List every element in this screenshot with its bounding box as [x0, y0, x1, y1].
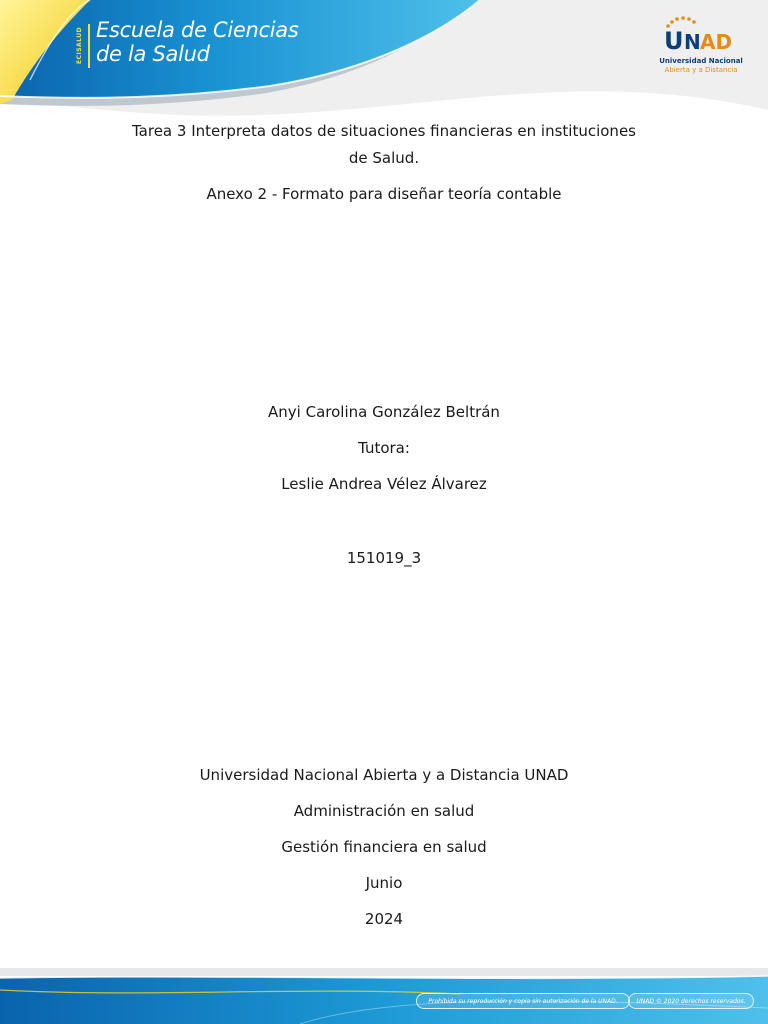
month: Junio: [365, 874, 403, 892]
author-name: Anyi Carolina González Beltrán: [268, 403, 500, 421]
document-title-line2: de Salud.: [348, 149, 420, 167]
footer-copyright: UNAD © 2020 derechos reservados.: [628, 993, 754, 1009]
school-title-line1: Escuela de Ciencias: [96, 18, 299, 42]
ecisalud-tag: ECISALUD: [76, 26, 83, 64]
unad-logo-mark: [660, 16, 740, 56]
school-divider: [88, 24, 90, 68]
tutor-label: Tutora:: [358, 439, 410, 457]
university-name: Universidad Nacional Abierta y a Distancia UNAD: [199, 766, 569, 784]
unad-logo: [656, 16, 746, 78]
course-name: Gestión financiera en salud: [281, 838, 487, 856]
program-name: Administración en salud: [293, 802, 475, 820]
footer-notice: Prohibida su reproducción y copia sin autorización de la UNAD.: [416, 993, 630, 1009]
tutor-name: Leslie Andrea Vélez Álvarez: [281, 475, 487, 493]
year: 2024: [364, 910, 404, 928]
document-subtitle: Anexo 2 - Formato para diseñar teoría contable: [206, 185, 562, 203]
unad-wordmark-ad: AD: [700, 30, 733, 54]
group-number: 151019_3: [346, 549, 422, 567]
logo-subtitle-line1: Universidad Nacional: [659, 57, 743, 65]
document-title-line1: Tarea 3 Interpreta datos de situaciones financieras en instituciones: [131, 122, 636, 140]
unad-wordmark-u: U: [664, 27, 684, 55]
school-title: [96, 18, 299, 66]
unad-wordmark-n: N: [684, 30, 701, 54]
logo-subtitle-line2: Abierta y a Distancia: [664, 66, 738, 74]
school-title-line2: de la Salud: [96, 42, 210, 66]
